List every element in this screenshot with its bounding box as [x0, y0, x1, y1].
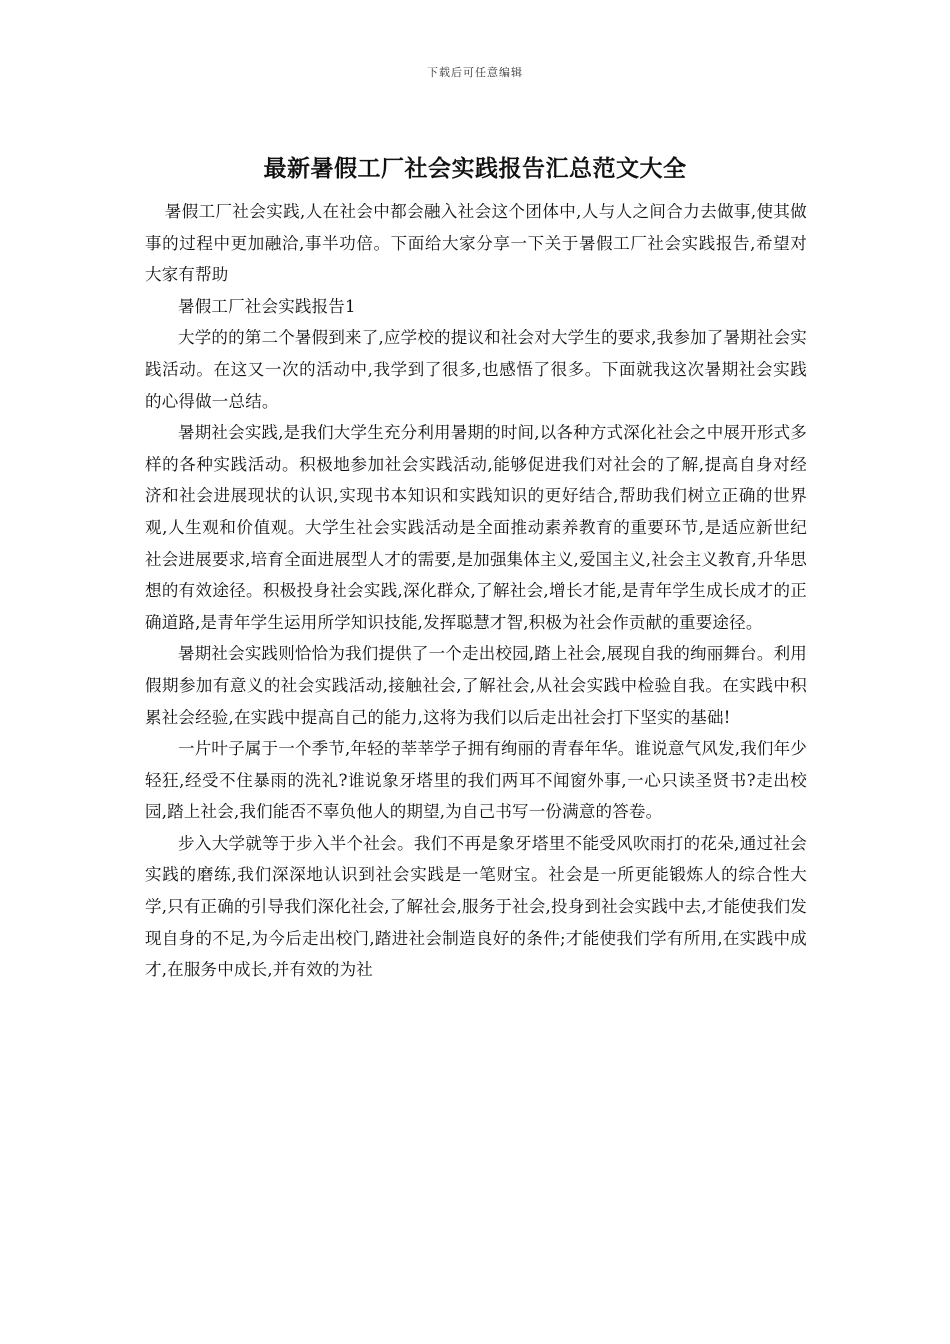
paragraph: 步入大学就等于步入半个社会。我们不再是象牙塔里不能受风吹雨打的花朵,通过社会实践的磨练,我们深深地认识到社会实践是一笔财宝。社会是一所更能锻炼人的综合性大学,只有正确的引导我们深化社会,了解社会,服务于社会,投身到社会实践中去,才能使我们发现自身的不足,为今后走出校门,踏进社会制造良好的条件;才能使我们学有所用,在实践中成才,在服务中成长,并有效的为社 [145, 833, 807, 980]
section-heading: 暑假工厂社会实践报告1 [178, 296, 356, 316]
paragraph: 暑期社会实践则恰恰为我们提供了一个走出校园,踏上社会,展现自我的绚丽舞台。利用假期参加有意义的社会实践活动,接触社会,了解社会,从社会实践中检验自我。在实践中积累社会经验,在实践中提高自己的能力,这将为我们以后走出社会打下坚实的基础! [145, 644, 807, 727]
paragraph: 大学的的第二个暑假到来了,应学校的提议和社会对大学生的要求,我参加了暑期社会实践活动。在这又一次的活动中,我学到了很多,也感悟了很多。下面就我这次暑期社会实践的心得做一总结。 [145, 328, 807, 411]
header-note: 下载后可任意编辑 [427, 66, 523, 79]
paragraph: 暑期社会实践,是我们大学生充分利用暑期的时间,以各种方式深化社会之中展开形式多样的各种实践活动。积极地参加社会实践活动,能够促进我们对社会的了解,提高自身对经济和社会进展现状的认识,实现书本知识和实践知识的更好结合,帮助我们树立正确的世界观,人生观和价值观。大学生社会实践活动是全面推动素养教育的重要环节,是适应新世纪社会进展要求,培育全面进展型人才的需要,是加强集体主义,爱国主义,社会主义教育,升华思想的有效途径。积极投身社会实践,深化群众,了解社会,增长才能,是青年学生成长成才的正确道路,是青年学生运用所学知识技能,发挥聪慧才智,积极为社会作贡献的重要途径。 [145, 423, 807, 632]
document-body [145, 196, 807, 986]
paragraph: 一片叶子属于一个季节,年轻的莘莘学子拥有绚丽的青春年华。谁说意气风发,我们年少轻狂,经受不住暴雨的洗礼?谁说象牙塔里的我们两耳不闻窗外事,一心只读圣贤书?走出校园,踏上社会,我们能否不辜负他人的期望,为自己书写一份满意的答卷。 [145, 739, 807, 822]
document-title: 最新暑假工厂社会实践报告汇总范文大全 [263, 155, 687, 182]
paragraph-intro: 暑假工厂社会实践,人在社会中都会融入社会这个团体中,人与人之间合力去做事,使其做事的过程中更加融洽,事半功倍。下面给大家分享一下关于暑假工厂社会实践报告,希望对大家有帮助 [145, 202, 807, 285]
